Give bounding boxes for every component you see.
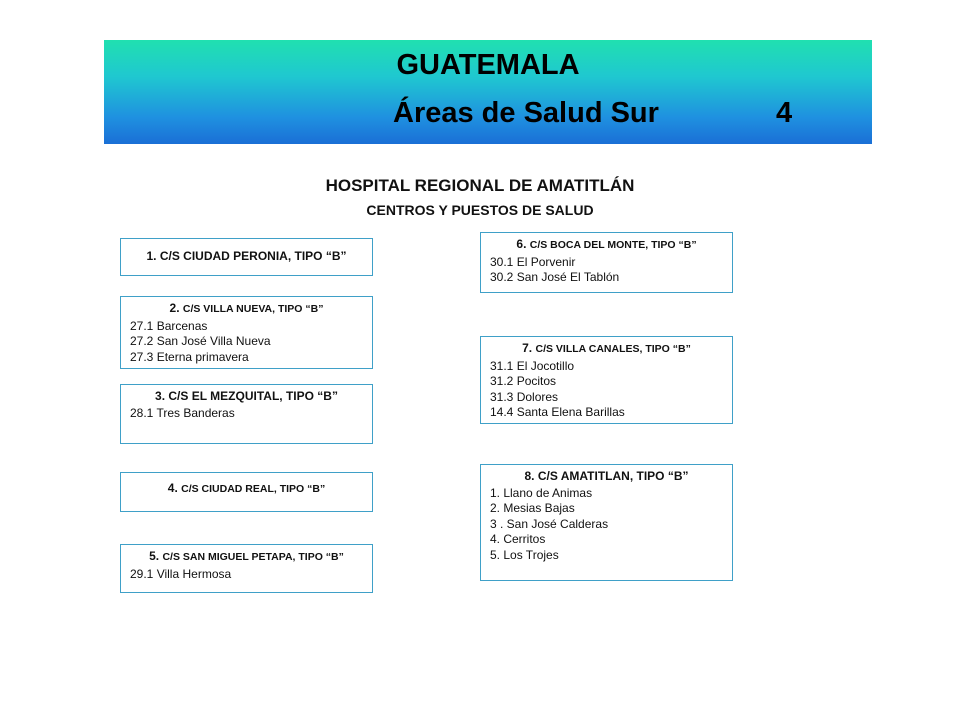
center-number: 5. <box>149 549 160 563</box>
list-item: 30.2 San José El Tablón <box>490 270 620 284</box>
center-number: 8. <box>524 469 535 483</box>
center-number: 6. <box>516 237 527 251</box>
center-box-4 <box>120 472 373 512</box>
list-item: 30.1 El Porvenir <box>490 254 576 269</box>
list-item: 4. Cerritos <box>490 532 546 546</box>
center-name: C/S VILLA CANALES, TIPO “B” <box>535 343 691 355</box>
center-box-6 <box>480 232 733 293</box>
center-name: C/S CIUDAD PERONIA, TIPO “B” <box>159 249 347 263</box>
center-name: C/S EL MEZQUITAL, TIPO “B” <box>168 389 338 403</box>
list-item: 14.4 Santa Elena Barillas <box>490 405 625 419</box>
center-name: C/S AMATITLAN, TIPO “B” <box>537 469 689 483</box>
list-item: 29.1 Villa Hermosa <box>130 566 232 581</box>
country-title: GUATEMALA <box>396 49 580 81</box>
list-item: 31.1 El Jocotillo <box>490 358 575 373</box>
center-number: 7. <box>522 341 533 355</box>
center-number: 2. <box>169 301 180 315</box>
center-number: 4. <box>167 481 178 495</box>
center-name: C/S BOCA DEL MONTE, TIPO “B” <box>529 239 697 251</box>
center-box-7 <box>480 336 733 424</box>
center-number: 1. <box>146 249 157 263</box>
area-number: 4 <box>776 97 793 129</box>
list-item: 31.2 Pocitos <box>490 374 557 388</box>
list-item: 31.3 Dolores <box>490 389 559 404</box>
title-banner <box>104 40 872 144</box>
center-box-2 <box>120 296 373 369</box>
list-item: 2. Mesias Bajas <box>490 501 575 515</box>
list-item: 27.2 San José Villa Nueva <box>130 334 271 348</box>
area-subtitle: Áreas de Salud Sur <box>393 97 659 129</box>
list-item: 28.1 Tres Banderas <box>130 405 235 420</box>
centers-subheading: CENTROS Y PUESTOS DE SALUD <box>366 202 594 218</box>
list-item: 27.1 Barcenas <box>130 318 208 333</box>
hospital-heading: HOSPITAL REGIONAL DE AMATITLÁN <box>325 176 635 195</box>
list-item: 3 . San José Calderas <box>490 516 609 531</box>
list-item: 27.3 Eterna primavera <box>130 349 249 364</box>
center-box-8 <box>480 464 733 581</box>
center-name: C/S CIUDAD REAL, TIPO “B” <box>181 483 326 495</box>
list-item: 1. Llano de Animas <box>490 485 593 500</box>
center-box-5 <box>120 544 373 593</box>
list-item: 5. Los Trojes <box>490 547 559 562</box>
center-number: 3. <box>155 389 166 403</box>
center-box-3 <box>120 384 373 444</box>
center-box-1 <box>120 238 373 276</box>
center-name: C/S VILLA NUEVA, TIPO “B” <box>182 303 324 315</box>
center-name: C/S SAN MIGUEL PETAPA, TIPO “B” <box>162 551 344 563</box>
